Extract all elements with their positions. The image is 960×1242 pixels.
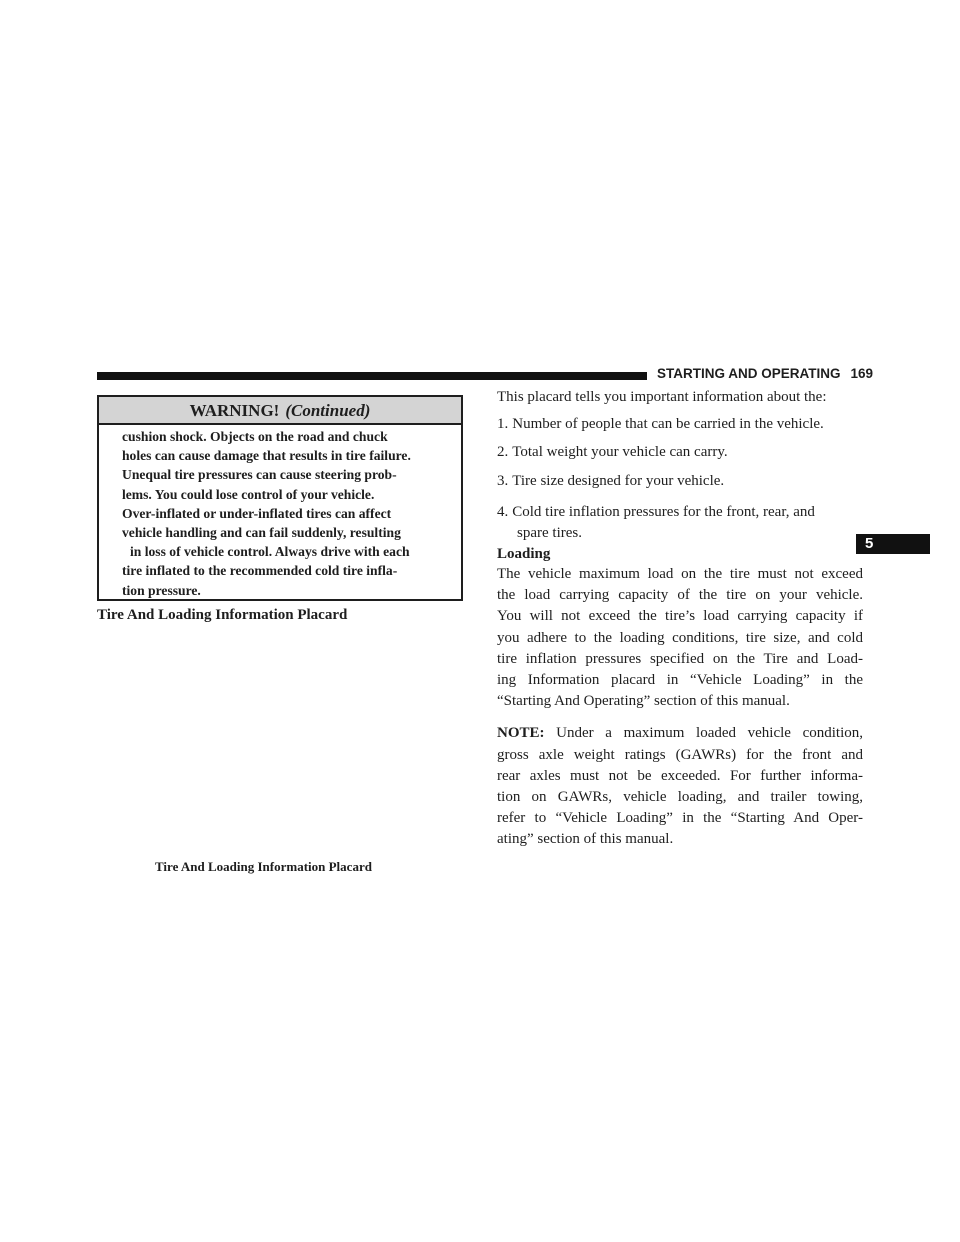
note-paragraph: NOTE: Under a maximum loaded vehicle condition, gross axle weight ratings (GAWRs) for the front and rear axles must not be exceeded. For further informa- tion on GAWRs, vehicle loading, and trailer towing, refer to “Vehicle Loading” in the “Starting And Oper- ating” section of this manual.: [497, 725, 864, 848]
loading-paragraph: The vehicle maximum load on the tire must not exceed the load carrying capacity of the tire on your vehicle. You will not exceed the tire’s load carrying capacity if you adhere to the loading conditions, tire size, and cold tire inflation pressures specified on the Tire and Load- ing Information placard in “Vehicle Loading” in the “Starting And Operating” section of this manual.: [497, 565, 863, 710]
right-column: [497, 384, 863, 851]
warning-line: vehicle handling and can fail suddenly, resulting: [122, 525, 401, 541]
warning-line: cushion shock. Objects on the road and chuck: [122, 429, 388, 444]
page-number: 169: [850, 366, 874, 381]
loading-heading: Loading: [497, 545, 551, 562]
warning-line: in loss of vehicle control. Always drive with each: [130, 544, 410, 560]
warning-line: tire inflated to the recommended cold tire infla-: [122, 563, 398, 579]
warning-text: [99, 425, 461, 600]
section-title: STARTING AND OPERATING: [657, 366, 841, 381]
list-item: 1. Number of people that can be carried in the vehicle.: [497, 416, 824, 432]
list-item: 3. Tire size designed for your vehicle.: [497, 472, 725, 489]
warning-title: WARNING!: [189, 401, 280, 420]
section-tab: 5: [856, 534, 930, 554]
intro-paragraph: This placard tells you important information about the:: [497, 389, 827, 405]
warning-line: lems. You could lose control of your vehicle.: [122, 486, 375, 502]
warning-line: Unequal tire pressures can cause steering prob-: [122, 467, 397, 483]
running-header: [657, 366, 873, 381]
list-item: 4. Cold tire inflation pressures for the front, rear, and spare tires.: [497, 503, 815, 541]
header-rule: [97, 372, 647, 380]
note-label: NOTE:: [497, 725, 545, 742]
placard-heading: Tire And Loading Information Placard: [97, 607, 348, 623]
warning-line: holes can cause damage that results in tire failure.: [122, 448, 411, 464]
warning-header: [99, 397, 461, 425]
warning-line: Over-inflated or under-inflated tires can affect: [122, 505, 392, 521]
warning-line: tion pressure.: [122, 582, 201, 598]
warning-continued: (Continued): [285, 401, 371, 420]
figure-caption: Tire And Loading Information Placard: [155, 859, 372, 874]
warning-box: [97, 395, 463, 601]
list-item: 2. Total weight your vehicle can carry.: [497, 444, 728, 461]
